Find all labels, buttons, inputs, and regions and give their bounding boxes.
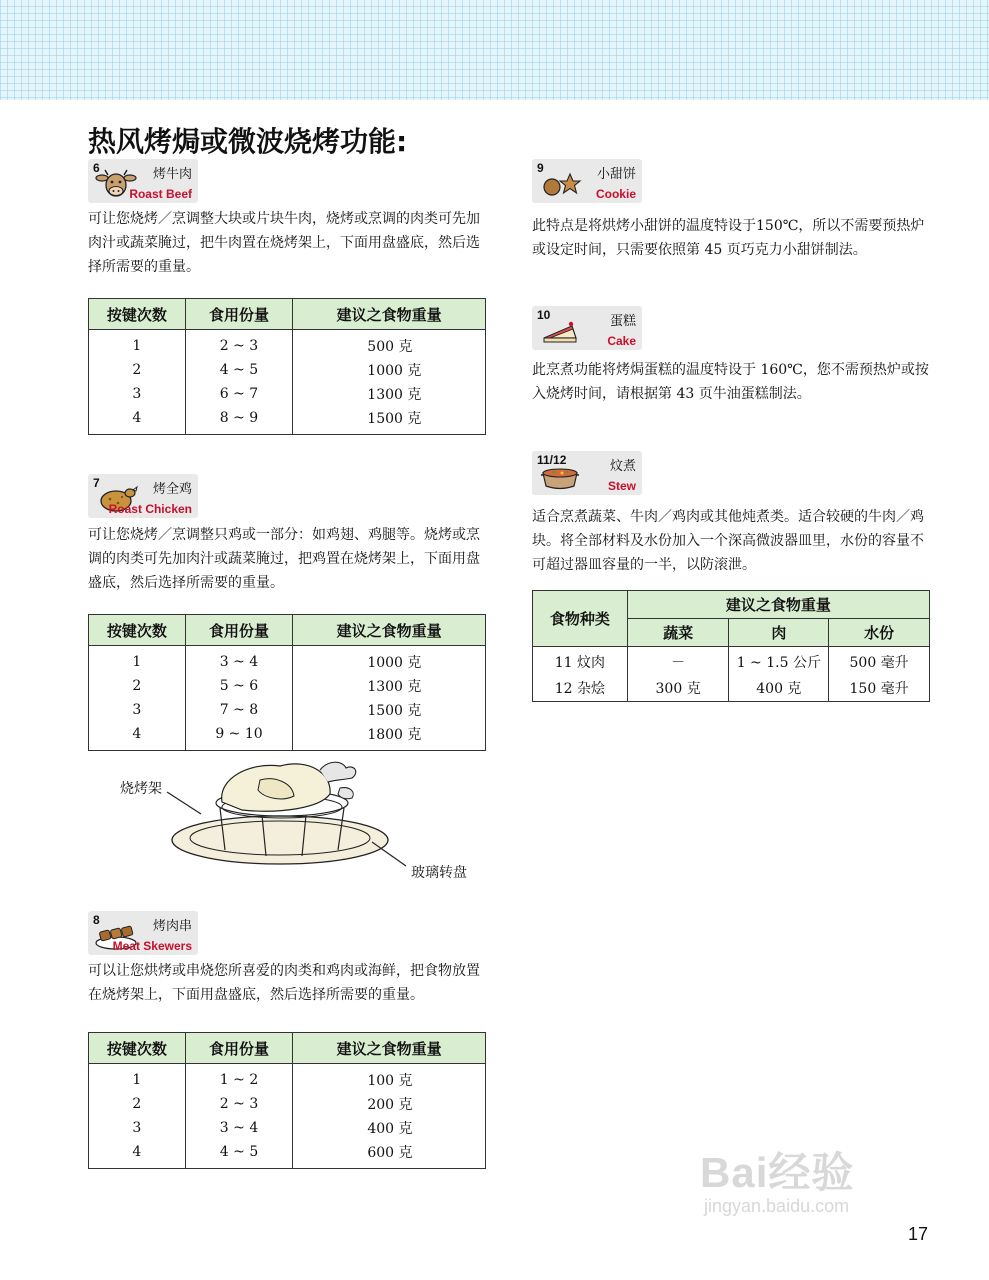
rack-leader-line: [165, 790, 205, 820]
table-cell: 5 ~ 6: [185, 674, 293, 698]
table-cell: 400 克: [293, 1116, 486, 1140]
table-cell: 1000 克: [293, 646, 486, 675]
table-row: [89, 382, 486, 406]
table-cell: 4: [89, 722, 186, 751]
table-cell: 1500 克: [293, 698, 486, 722]
column-header: 蔬菜: [627, 619, 729, 647]
table-cell: 3 ~ 4: [185, 646, 293, 675]
column-header: 食用份量: [185, 1033, 293, 1064]
program-number: 7: [93, 476, 100, 490]
cookie-icon: [538, 169, 582, 199]
table-cell: 500 克: [293, 330, 486, 359]
program-name-en: Cake: [607, 334, 636, 348]
cake-icon: [538, 316, 582, 346]
table-cell: 300 克: [627, 675, 729, 702]
table-cell: 9 ~ 10: [185, 722, 293, 751]
column-header: 食用份量: [185, 299, 293, 330]
table-cell: 1300 克: [293, 382, 486, 406]
table-cell: －: [627, 647, 729, 676]
table-row: [89, 1116, 486, 1140]
meat-skewers-table: [88, 1032, 486, 1169]
cookie-badge: [532, 159, 642, 203]
table-cell: 2: [89, 674, 186, 698]
table-cell: 3 ~ 4: [185, 1116, 293, 1140]
table-cell: 12 杂烩: [533, 675, 628, 702]
program-name-zh: 烤牛肉: [152, 167, 192, 182]
table-cell: 500 毫升: [829, 647, 930, 676]
table-row: [533, 675, 930, 702]
table-cell: 3: [89, 698, 186, 722]
program-name-en: Meat Skewers: [112, 939, 192, 953]
table-row: [89, 330, 486, 359]
table-row: [89, 406, 486, 435]
table-row: [89, 674, 486, 698]
program-number: 10: [537, 308, 551, 322]
table-cell: 4 ~ 5: [185, 1140, 293, 1169]
column-header: 按键次数: [89, 615, 186, 646]
program-name-en: Stew: [607, 479, 636, 493]
tray-label: 玻璃转盘: [411, 865, 467, 881]
table-cell: 11 炆肉: [533, 647, 628, 676]
table-cell: 4 ~ 5: [185, 358, 293, 382]
program-number: 6: [93, 161, 100, 175]
watermark-url: jingyan.baidu.com: [704, 1196, 850, 1216]
cake-badge: [532, 306, 642, 350]
stew-description: 适合烹煮蔬菜、牛肉／鸡肉或其他炖煮类。适合较硬的牛肉／鸡块。将全部材料及水份加入一个深高微波器皿里，水份的容量不可超过器皿容量的一半，以防滚泄。: [532, 509, 924, 573]
program-name-zh: 蛋糕: [609, 314, 636, 329]
stew-pot-icon: [538, 461, 582, 491]
table-cell: 2 ~ 3: [185, 1092, 293, 1116]
table-cell: 1 ~ 2: [185, 1064, 293, 1093]
table-cell: 100 克: [293, 1064, 486, 1093]
table-cell: 2 ~ 3: [185, 330, 293, 359]
table-cell: 150 毫升: [829, 675, 930, 702]
roast-beef-description: 可让您烧烤／烹调整大块或片块牛肉，烧烤或烹调的肉类可先加肉汁或蔬菜腌过，把牛肉置在烧烤架上，下面用盘盛底，然后选择所需要的重量。: [88, 211, 480, 275]
page-number: 17: [908, 1224, 929, 1244]
table-cell: 1800 克: [293, 722, 486, 751]
table-cell: 7 ~ 8: [185, 698, 293, 722]
column-header: 食用份量: [185, 615, 293, 646]
table-cell: 1: [89, 330, 186, 359]
tray-leader-line: [370, 840, 410, 870]
program-name-zh: 炆煮: [609, 459, 636, 474]
table-row: [533, 647, 930, 676]
table-cell: 200 克: [293, 1092, 486, 1116]
table-cell: 4: [89, 406, 186, 435]
roast-chicken-table: [88, 614, 486, 751]
program-number: 9: [537, 161, 544, 175]
baidu-jingyan-watermark: [700, 1140, 854, 1217]
table-row: [89, 1140, 486, 1169]
table-cell: 1000 克: [293, 358, 486, 382]
column-group-header: 建议之食物重量: [627, 591, 929, 619]
column-header: 建议之食物重量: [293, 299, 486, 330]
table-row: [89, 358, 486, 382]
column-header: 建议之食物重量: [293, 615, 486, 646]
roast-chicken-badge: [88, 474, 198, 518]
table-row: [89, 722, 486, 751]
table-cell: 1: [89, 646, 186, 675]
program-name-zh: 小甜饼: [596, 167, 636, 182]
table-cell: 1300 克: [293, 674, 486, 698]
table-row: [89, 1064, 486, 1093]
table-cell: 2: [89, 1092, 186, 1116]
cookie-description: 此特点是将烘烤小甜饼的温度特设于150℃，所以不需要预热炉或设定时间，只需要依照第 45 页巧克力小甜饼制法。: [532, 218, 925, 258]
table-cell: 400 克: [729, 675, 829, 702]
table-cell: 3: [89, 382, 186, 406]
program-name-zh: 烤全鸡: [152, 482, 192, 497]
watermark-brand: Bai经验: [700, 1149, 855, 1196]
table-cell: 1 ~ 1.5 公斤: [729, 647, 829, 676]
table-row: [89, 646, 486, 675]
table-cell: 2: [89, 358, 186, 382]
table-cell: 4: [89, 1140, 186, 1169]
meat-skewers-badge: [88, 911, 198, 955]
roast-beef-badge: [88, 159, 198, 203]
table-row: [89, 1092, 486, 1116]
program-name-en: Roast Chicken: [108, 502, 192, 516]
column-header: 建议之食物重量: [293, 1033, 486, 1064]
header-pattern-band: [0, 0, 989, 100]
roast-beef-table: [88, 298, 486, 435]
table-cell: 6 ~ 7: [185, 382, 293, 406]
roast-chicken-description: 可让您烧烤／烹调整只鸡或一部分：如鸡翅、鸡腿等。烧烤或烹调的肉类可先加肉汁或蔬菜腌过，把鸡置在烧烤架上，下面用盘盛底，然后选择所需要的重量。: [88, 527, 480, 591]
program-number: 8: [93, 913, 100, 927]
column-header: 按键次数: [89, 1033, 186, 1064]
cake-description: 此烹煮功能将烤焗蛋糕的温度特设于 160℃，您不需预热炉或按入烧烤时间，请根据第 43 页牛油蛋糕制法。: [532, 362, 929, 402]
table-cell: 8 ~ 9: [185, 406, 293, 435]
table-cell: 3: [89, 1116, 186, 1140]
column-header: 食物种类: [533, 591, 628, 647]
table-cell: 600 克: [293, 1140, 486, 1169]
stew-badge: [532, 451, 642, 495]
program-name-zh: 烤肉串: [152, 919, 192, 934]
table-cell: 1: [89, 1064, 186, 1093]
column-header: 肉: [729, 619, 829, 647]
table-row: [89, 698, 486, 722]
program-name-en: Roast Beef: [129, 187, 192, 201]
program-number: 11/12: [537, 453, 567, 467]
program-name-en: Cookie: [595, 187, 636, 201]
meat-skewers-description: 可以让您烘烤或串烧您所喜爱的肉类和鸡肉或海鲜，把食物放置在烧烤架上，下面用盘盛底，然后选择所需要的重量。: [88, 963, 480, 1003]
rack-label: 烧烤架: [120, 781, 162, 797]
table-cell: 1500 克: [293, 406, 486, 435]
stew-table: [532, 590, 930, 702]
column-header: 按键次数: [89, 299, 186, 330]
column-header: 水份: [829, 619, 930, 647]
page-title: 热风烤焗或微波烧烤功能:: [88, 125, 408, 158]
